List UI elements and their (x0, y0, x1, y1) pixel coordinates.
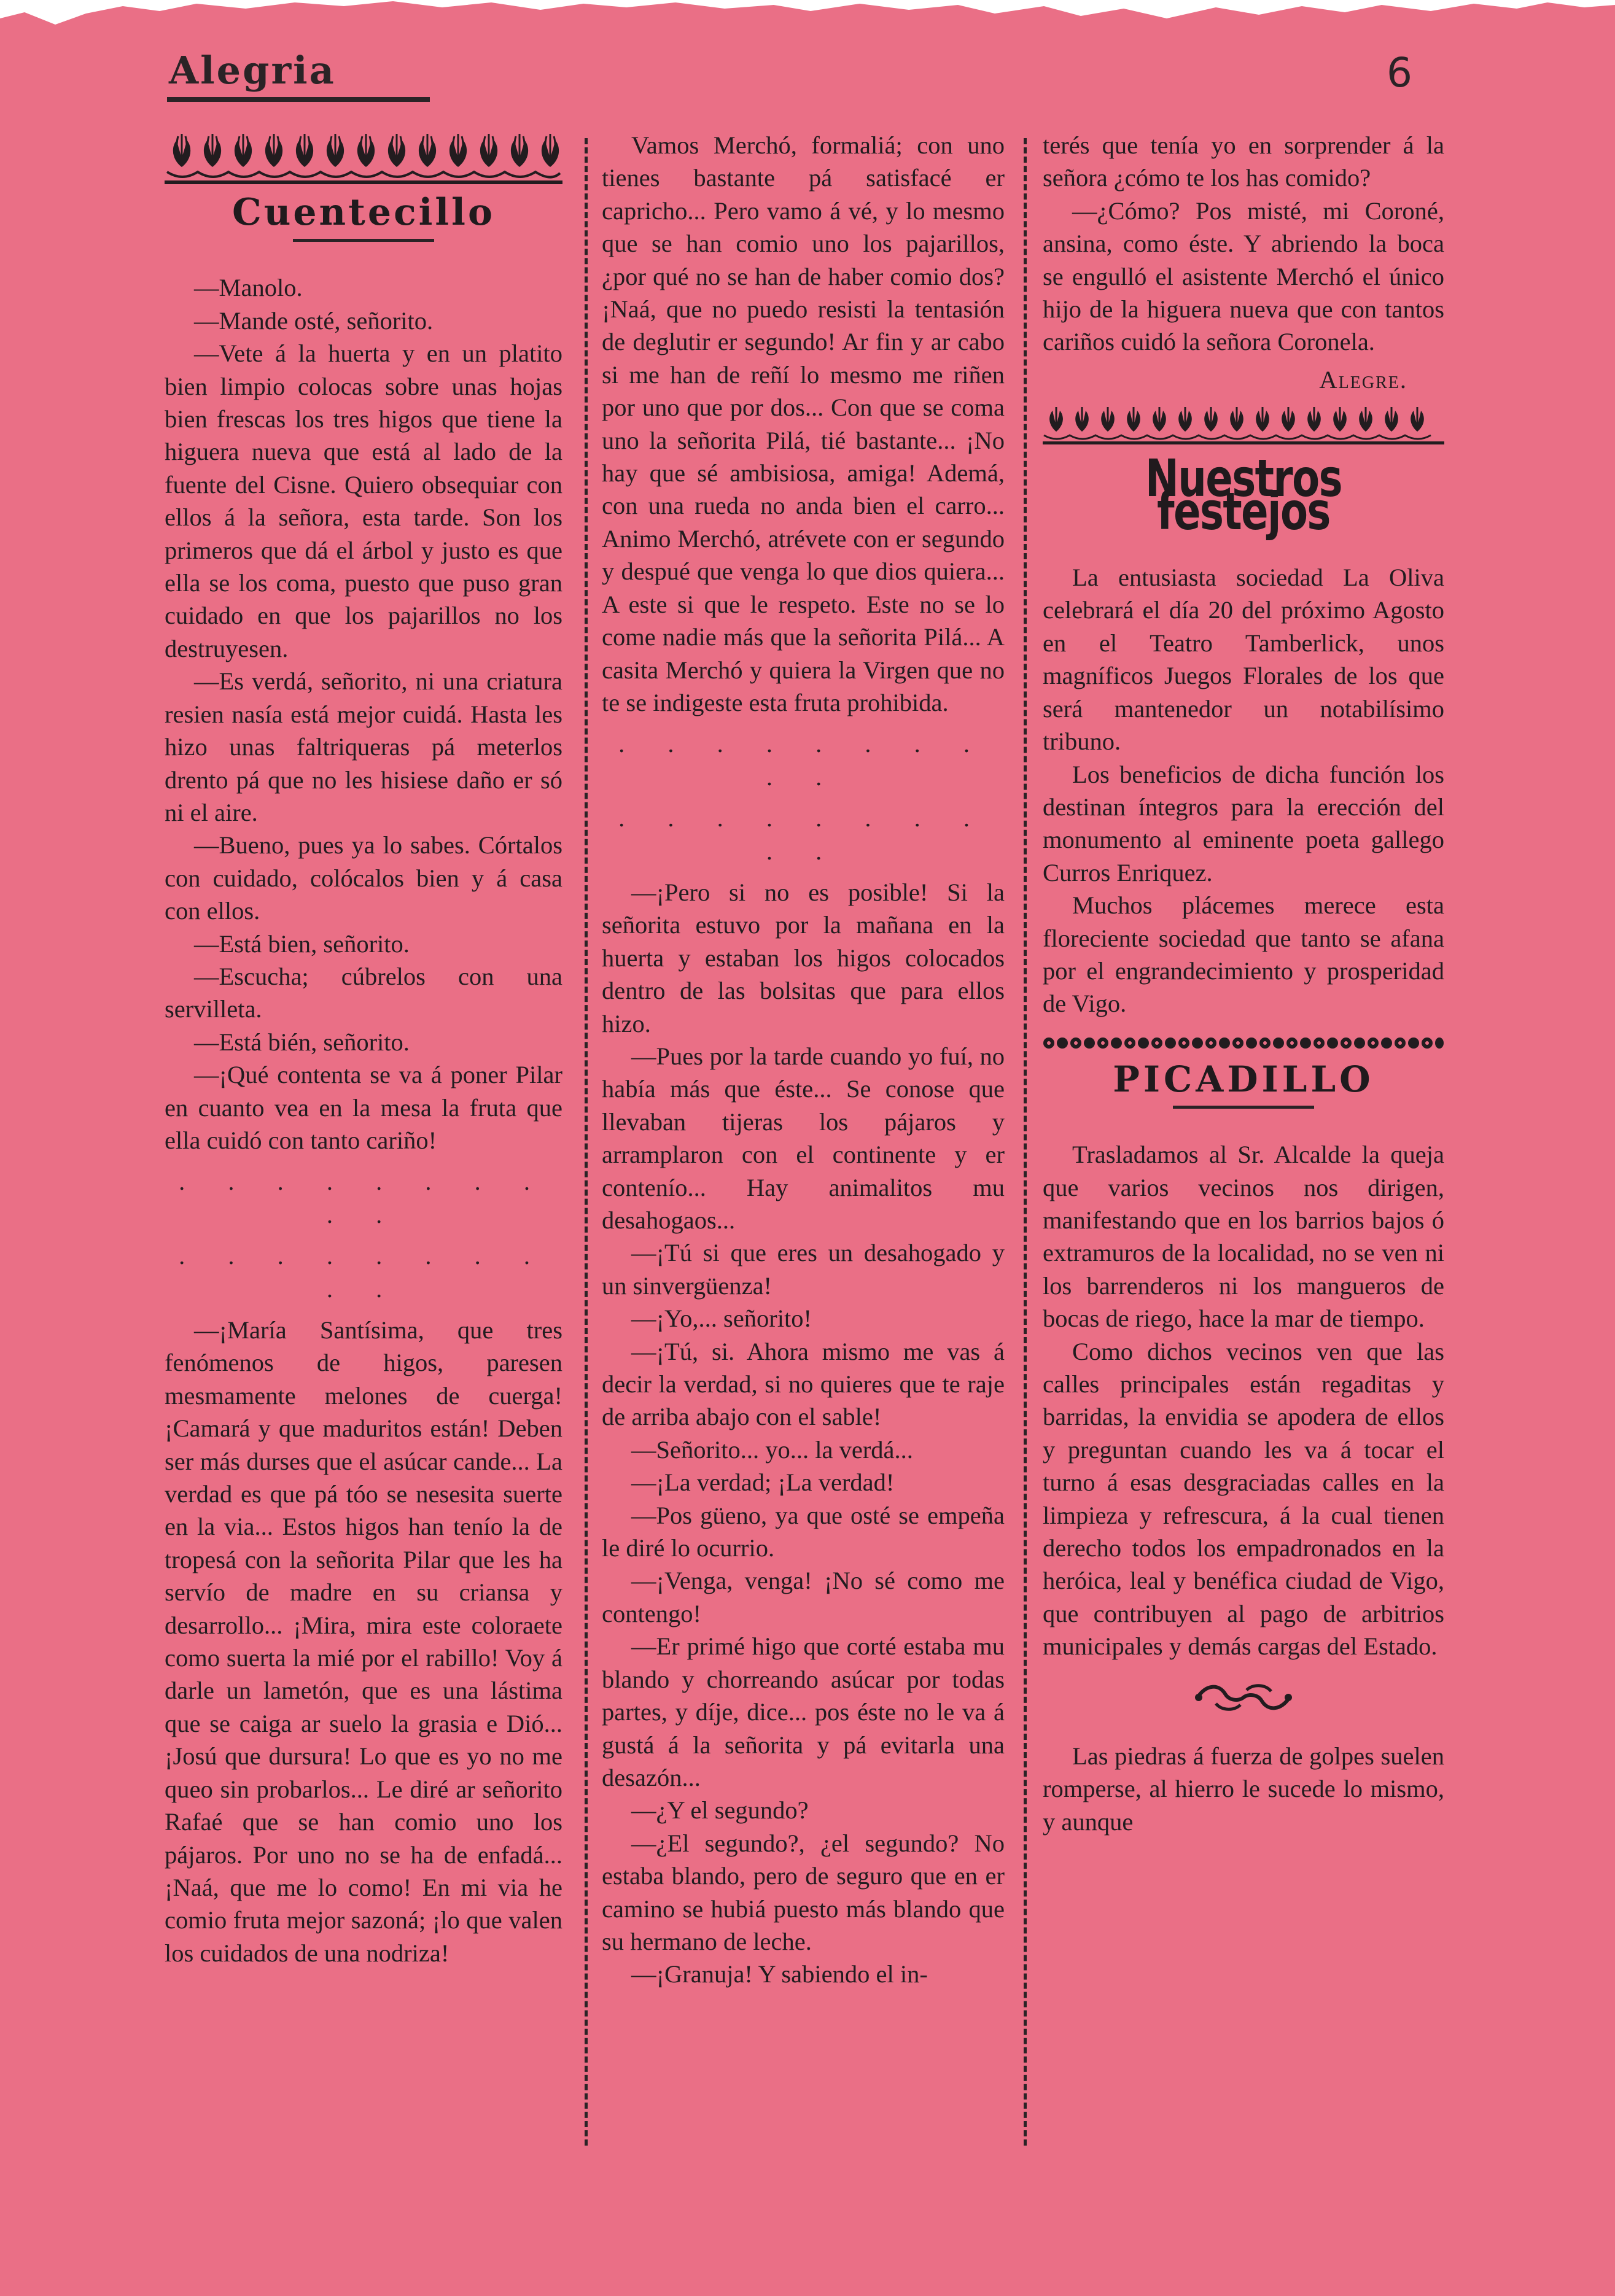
paragraph: Trasladamos al Sr. Alcalde la queja que varios vecinos nos dirigen, manifestando que en los barrios bajos ó extramuros de la localidad, no se ven ni los barrenderos ni los mangueros de bocas de riego, hace la mar de tiempo. (1043, 1141, 1444, 1333)
ellipsis-separator: . . . . . . . . . . (179, 1168, 548, 1228)
heading-nuestros-festejos: Nuestros festejos (1145, 448, 1342, 541)
paragraph: —Vete á la huerta y en un platito bien limpio colocas sobre unas hojas bien frescas los tres higos que tiene la higuera nueva que está al lado de la fuente del Cisne. Quiero obsequiar con ellos á la señora, esta tarde. Son los primeros que dá el árbol y justo es que ella se los coma, puesto que puso gran cuidado en que los pajarillos no los destruyesen. (165, 339, 562, 662)
paragraph: —¡Venga, venga! ¡No sé como me contengo! (602, 1567, 1005, 1627)
paragraph: —¿Cómo? Pos misté, mi Coroné, ansina, como éste. Y abriendo la boca se engulló el asistente Merchó el único hijo de la higuera nueva que con tantos cariños cuidó la señora Coronela. (1043, 196, 1444, 356)
paragraph: Las piedras á fuerza de golpes suelen romperse, al hierro le sucede lo mismo, y aunque (1043, 1742, 1444, 1836)
torn-top-edge (0, 0, 1615, 37)
ellipsis-separator: . . . . . . . . . . (179, 1242, 548, 1303)
heading-cuentecillo: Cuentecillo (232, 191, 495, 234)
page-number: 6 (1387, 49, 1412, 96)
paragraph: —Manolo. (194, 274, 303, 302)
heading-rule (1173, 1106, 1314, 1109)
paragraph: —¡Yo,... señorito! (631, 1305, 812, 1333)
paragraph: La entusiasta sociedad La Oliva celebrará el día 20 del próximo Agosto en el Teatro Tamberlick, unos magníficos Juegos Florales de los que será mantenedor un notabilísimo tribuno. (1043, 564, 1444, 756)
column-3 (1043, 129, 1444, 1838)
masthead-title: Alegria (169, 48, 336, 93)
paragraph: —Es verdá, señorito, ni una criatura resien nasía está mejor cuidá. Hasta les hizo unas faltriqueras pá meterlos drento pá que no les hisiese daño er só ni el aire. (165, 667, 562, 826)
paragraph: —¡Tú si que eres un desahogado y un sinvergüenza! (602, 1239, 1005, 1300)
paragraph: —¿El segundo?, ¿el segundo? No estaba blando, pero de seguro que en er camino se hubiá puesto más blando que su hermano de leche. (602, 1829, 1005, 1955)
paragraph: —¡Pero si no es posible! Si la señorita estuvo por la mañana en la huerta y estaban los higos colocados dentro de las bolsitas que para ellos hizo. (602, 878, 1005, 1037)
ellipsis-separator: . . . . . . . . . . (618, 804, 988, 865)
paragraph: Como dichos vecinos ven que las calles principales están regaditas y barridas, la envidia se apodera de ellos y preguntan cuando les va á tocar el turno á esas desgraciadas calles en la limpieza y refrescura, á la cual tienen derecho todos los empadronados en la heróica, leal y benéfica ciudad de Vigo, que contribuyen al pago de arbitrios municipales y demás cargas del Estado. (1043, 1337, 1444, 1661)
paragraph: Vamos Merchó, formaliá; con uno tienes bastante pá satisfacé er capricho... Pero vamo á vé, y lo mesmo que se han comio uno los pajarillos, ¿por qué no se han de haber comio dos? ¡Naá, que no puedo resisti la tentasión de deglutir er segundo! Ar fin y ar cabo si me han de reñí lo mesmo me riñen por uno que por dos... Con que se coma uno la señorita Pilá, tié bastante... ¡No hay que sé ambisiosa, amiga! Ademá, con una rueda no anda bien el carro... Animo Merchó, atrévete con er segundo y despué que venga lo que dios quiera... A este si que le respeto. Este no se lo come nadie más que la señorita Pilá... A casita Merchó y quiera la Virgen que no te se indigeste esta fruta prohibida. (602, 131, 1005, 716)
paragraph: —¿Y el segundo? (631, 1796, 809, 1825)
paragraph: —Pos güeno, ya que osté se empeña le diré lo ocurrio. (602, 1501, 1005, 1562)
fleuron-icon (1043, 1679, 1444, 1724)
column-divider-right (1024, 138, 1027, 2146)
paragraph: —Escucha; cúbrelos con una servilleta. (165, 962, 562, 1023)
paragraph: —¡Qué contenta se va á poner Pilar en cuanto vea en la mesa la fruta que ella cuidó con tanto cariño! (165, 1061, 562, 1154)
paragraph: —Pues por la tarde cuando yo fuí, no había más que éste... Se conose que llevaban tijeras los pájaros y arramplaron con el continente y er contenío... Hay animalitos mu desahogaos... (602, 1042, 1005, 1234)
bead-rule-icon (1043, 1034, 1444, 1052)
paragraph: —Bueno, pues ya lo sabes. Córtalos con cuidado, colócalos bien y á casa con ellos. (165, 831, 562, 925)
paragraph: —Er primé higo que corté estaba mu blando y chorreando asúcar por todas partes, y díje, dice... pos éste no le va á gustá á la señorita y pá evitarla una desazón... (602, 1632, 1005, 1791)
paragraph: —Está bien, señorito. (194, 929, 410, 958)
heading-picadillo: PICADILLO (1113, 1058, 1374, 1100)
paragraph: —¡Granuja! Y sabiendo el in- (631, 1960, 928, 1988)
masthead-rule (167, 97, 430, 102)
heading-rule (293, 239, 434, 242)
paragraph: Los beneficios de dicha función los destinan íntegros para la erección del monumento al eminente poeta gallego Curros Enriquez. (1043, 760, 1444, 886)
paragraph: Muchos plácemes merece esta floreciente sociedad que tanto se afana por el engrandecimiento y prosperidad de Vigo. (1043, 891, 1444, 1018)
paragraph: —Señorito... yo... la verdá... (631, 1435, 913, 1464)
ellipsis-separator: . . . . . . . . . . (618, 730, 988, 791)
palmette-ornament-icon (1043, 402, 1444, 445)
paragraph: —Mande osté, señorito. (194, 306, 434, 335)
paragraph: —¡Tú, si. Ahora mismo me vas á decir la verdad, si no quieres que te raje de arriba abajo con el sable! (602, 1337, 1005, 1431)
author-signature: Alegre. (1319, 365, 1407, 394)
paragraph: —Está bién, señorito. (194, 1028, 410, 1056)
paragraph: terés que tenía yo en sorprender á la señora ¿cómo te los has comido? (1043, 131, 1444, 192)
paragraph: —¡María Santísima, que tres fenómenos de higos, paresen mesmamente melones de cuerga! ¡Camará y que maduritos están! Deben ser más durses que el asúcar cande... La verdad es que pá tóo se nesesita suerte en la via... Estos higos han tenío la de tropesá con la señorita Pilar que les ha servío de madre en su criansa y desarrollo... ¡Mira, mira este coloraete como suerta la mié por el rabillo! Voy á darle un lametón, que es una lástima que se caiga ar suelo la grasia e Dió... ¡Josú que dursura! Lo que es yo no me queo sin probarlos... Le diré ar señorito Rafaé que se han comio uno los pájaros. Por uno no se ha de enfadá... ¡Naá, que me lo como! En mi via he comio fruta mejor sazoná; ¡lo que valen los cuidados de una nodriza! (165, 1316, 562, 1967)
column-1 (165, 123, 562, 1969)
column-2 (602, 129, 1005, 1991)
paragraph: —¡La verdad; ¡La verdad! (631, 1468, 895, 1497)
column-divider-left (585, 138, 588, 2146)
palmette-ornament-icon (165, 129, 562, 185)
